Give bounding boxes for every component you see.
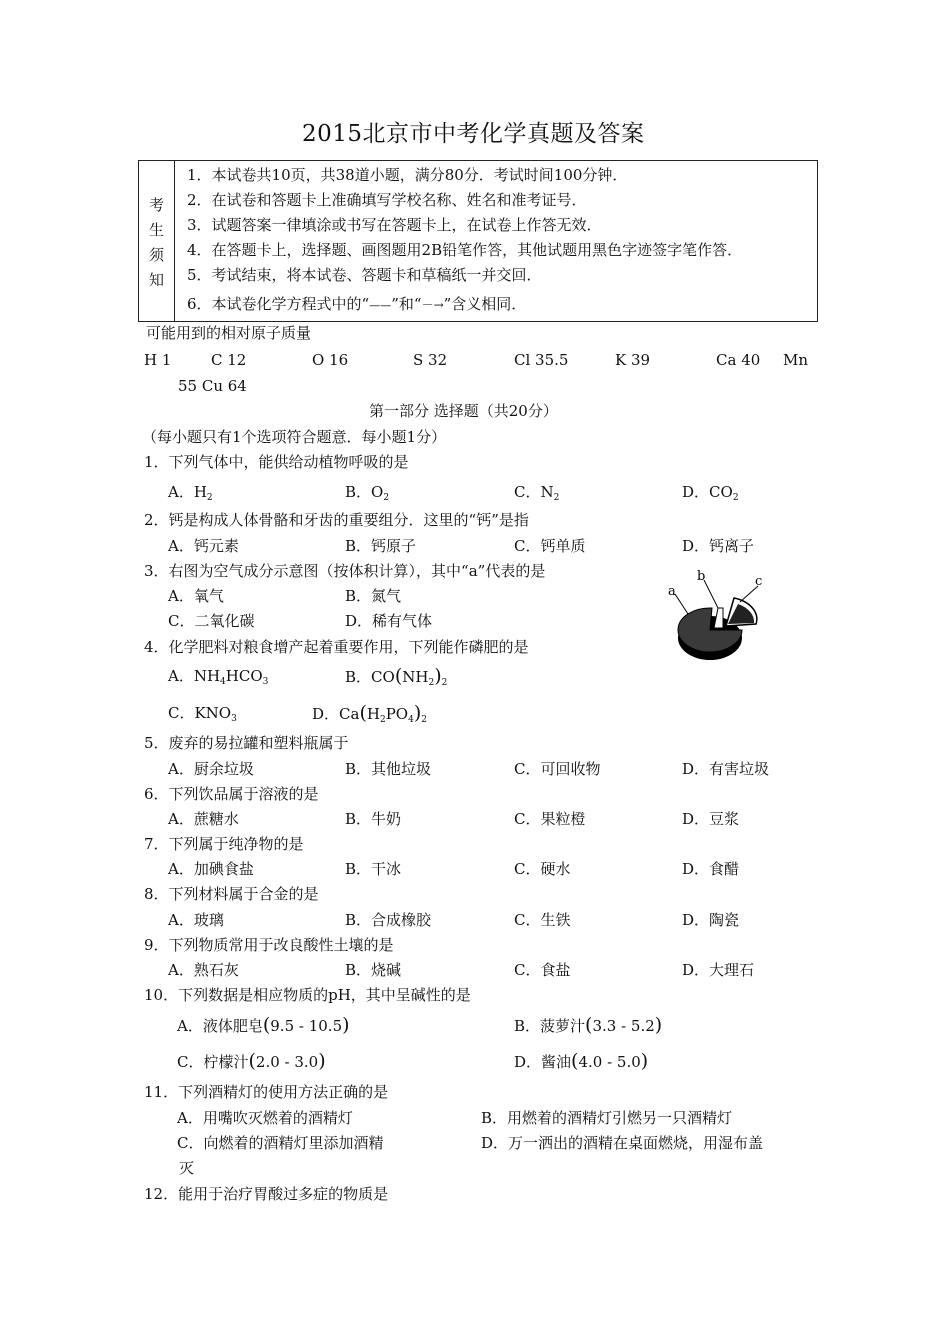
notice-item-2: 2．在试卷和答题卡上准确填写学校名称、姓名和准考证号． (187, 191, 587, 209)
q10-c-value: 2.0 - 3.0 (255, 1053, 319, 1071)
q10-c-label: C．柠檬汁 (177, 1053, 249, 1071)
q8-option-b: B．合成橡胶 (345, 911, 432, 929)
q10-a-paren: ) (342, 1014, 350, 1036)
notice-arrow-symbol: －→ (421, 298, 444, 312)
q9-option-a: A．熟石灰 (168, 961, 239, 979)
q8-option-c: C．生铁 (514, 911, 571, 929)
q2-option-a: A．钙元素 (168, 537, 239, 555)
q4-option-d (312, 704, 427, 725)
q7-option-b: B．干冰 (345, 860, 402, 878)
q4-a-sub: 4 (220, 677, 226, 687)
atomic-mass-line2: 55 Cu 64 (178, 377, 247, 395)
q10-c-paren: ( (248, 1050, 256, 1072)
q5-option-b: B．其他垃圾 (345, 760, 432, 778)
q4-option-a (168, 669, 268, 687)
q12-stem: 12．能用于治疗胃酸过多症的物质是 (144, 1185, 389, 1203)
q5-option-c: C．可回收物 (514, 760, 601, 778)
notice-item-4: 4．在答题卡上，选择题、画图题用2B铅笔作答，其他试题用黑色字迹签字笔作答． (187, 241, 743, 259)
q10-b-paren: ( (585, 1014, 593, 1036)
q3-option-d: D．稀有气体 (345, 612, 433, 630)
notice-label-char: 知 (149, 271, 165, 289)
q8-stem: 8．下列材料属于合金的是 (144, 885, 319, 903)
notice-item-6-part2: ”和“ (391, 295, 422, 313)
notice-item-1: 1．本试卷共10页，共38道小题，满分80分．考试时间100分钟． (187, 166, 628, 184)
q6-option-a: A．蔗糖水 (168, 810, 239, 828)
q4-option-c (168, 706, 237, 724)
q7-option-d: D．食醋 (682, 860, 740, 878)
pie-label-c: c (755, 574, 763, 589)
q4-d-paren: ( (359, 702, 367, 724)
q1-option-c-text: C．N (514, 483, 554, 501)
q4-b-paren: ) (434, 665, 442, 687)
q4-d-sub: 2 (421, 715, 427, 725)
q8-option-d: D．陶瓷 (682, 911, 740, 929)
notice-label-char: 考 (149, 196, 165, 214)
q1-option-a (168, 485, 213, 503)
q11-stem: 11．下列酒精灯的使用方法正确的是 (144, 1083, 389, 1101)
q9-option-b: B．烧碱 (345, 961, 402, 979)
q5-option-a: A．厨余垃圾 (168, 760, 254, 778)
page-title: 2015北京市中考化学真题及答案 (302, 121, 645, 147)
q4-b-sub: 2 (428, 678, 435, 688)
section-title: 第一部分 选择题（共20分） (369, 402, 558, 420)
q10-d-label: D．酱油 (514, 1053, 572, 1071)
atomic-mass-ca: Ca 40 (716, 351, 761, 369)
q2-stem: 2．钙是构成人体骨骼和牙齿的重要组分．这里的“钙”是指 (144, 511, 529, 529)
q9-option-d: D．大理石 (682, 961, 755, 979)
atomic-mass-s: S 32 (413, 351, 448, 369)
notice-item-6-part3: ”含义相同． (443, 295, 527, 313)
section-note: （每小题只有1个选项符合题意．每小题1分） (142, 428, 447, 446)
q10-a-value: 9.5 - 10.5 (270, 1017, 343, 1035)
atomic-mass-mn: Mn (783, 351, 809, 369)
q4-c-sub: 3 (231, 714, 237, 724)
pie-leader-a (675, 594, 688, 614)
notice-label-char: 生 (149, 221, 165, 239)
q1-option-a-text: A．H (168, 483, 207, 501)
q10-c-paren: ) (318, 1050, 326, 1072)
q10-b-label: B．菠萝汁 (514, 1017, 586, 1035)
q4-stem: 4．化学肥料对粮食增产起着重要作用，下列能作磷肥的是 (144, 638, 529, 656)
q10-option-b (514, 1016, 662, 1035)
notice-item-6 (187, 293, 526, 314)
q10-option-d (514, 1052, 648, 1071)
q11-option-a: A．用嘴吹灭燃着的酒精灯 (177, 1109, 353, 1127)
q11-option-b: B．用燃着的酒精灯引燃另一只酒精灯 (481, 1109, 733, 1127)
atomic-mass-k: K 39 (615, 351, 651, 369)
q3-option-b: B．氮气 (345, 587, 402, 605)
q10-d-paren: ) (640, 1050, 649, 1072)
q4-a-part: A．NH (168, 667, 221, 685)
q3-option-c: C．二氧化碳 (168, 612, 255, 630)
q5-option-d: D．有害垃圾 (682, 760, 770, 778)
notice-label-char: 须 (149, 246, 165, 264)
notice-item-3: 3．试题答案一律填涂或书写在答题卡上，在试卷上作答无效． (187, 216, 602, 234)
q4-b-paren: ( (394, 665, 403, 687)
q1-option-b-subscript: 2 (383, 493, 390, 503)
q4-d-paren: ) (413, 702, 422, 724)
q8-option-a: A．玻璃 (168, 911, 224, 929)
q4-d-part: PO (385, 705, 409, 723)
q10-option-c (177, 1052, 326, 1071)
q3-option-a: A．氧气 (168, 587, 224, 605)
q10-b-value: 3.3 - 5.2 (592, 1017, 655, 1035)
q5-stem: 5．废弃的易拉罐和塑料瓶属于 (144, 734, 349, 752)
exam-notice-box (138, 160, 818, 322)
q4-d-part: H (366, 705, 380, 723)
q4-b-part: NH (402, 668, 429, 686)
notice-item-6-part1: 6．本试卷化学方程式中的“ (187, 295, 370, 313)
q10-stem: 10．下列数据是相应物质的pH，其中呈碱性的是 (144, 986, 471, 1004)
q11-option-c: C．向燃着的酒精灯里添加酒精 (177, 1134, 384, 1152)
q9-stem: 9．下列物质常用于改良酸性土壤的是 (144, 936, 394, 954)
q7-option-a: A．加碘食盐 (168, 860, 254, 878)
q4-d-sub: 4 (408, 715, 414, 725)
q10-a-paren: ( (262, 1014, 271, 1036)
q10-option-a (177, 1016, 350, 1035)
q4-c-part: C．KNO (168, 704, 232, 722)
q4-a-part: HCO (225, 667, 263, 685)
q10-d-paren: ( (571, 1050, 579, 1072)
q10-d-value: 4.0 - 5.0 (578, 1053, 641, 1071)
q6-option-c: C．果粒橙 (514, 810, 586, 828)
notice-equals-symbol: —— (369, 299, 392, 312)
q2-option-c: C．钙单质 (514, 537, 586, 555)
atomic-mass-c: C 12 (211, 351, 247, 369)
pie-leader-b (704, 580, 718, 608)
q4-option-b (345, 667, 447, 688)
q1-option-b-text: B．O (345, 483, 384, 501)
q1-option-c-subscript: 2 (553, 493, 560, 503)
q11-option-d: D．万一洒出的酒精在桌面燃烧，用湿布盖 (481, 1134, 764, 1152)
q2-option-d: D．钙离子 (682, 537, 755, 555)
q6-option-d: D．豆浆 (682, 810, 740, 828)
pie-label-b: b (697, 569, 706, 584)
q6-option-b: B．牛奶 (345, 810, 402, 828)
q1-option-b (345, 485, 389, 503)
atomic-mass-heading: 可能用到的相对原子质量 (146, 324, 312, 342)
q9-option-c: C．食盐 (514, 961, 571, 979)
q3-stem: 3．右图为空气成分示意图（按体积计算），其中“a”代表的是 (144, 562, 546, 580)
q1-stem: 1．下列气体中，能供给动植物呼吸的是 (144, 453, 409, 471)
q4-d-part: D．Ca (312, 705, 360, 723)
atomic-mass-cl: Cl 35.5 (514, 351, 569, 369)
atomic-mass-h: H 1 (144, 351, 172, 369)
notice-item-5: 5．考试结束，将本试卷、答题卡和草稿纸一并交回． (187, 266, 542, 284)
q4-b-part: B．CO (345, 668, 395, 686)
q1-option-d-subscript: 2 (732, 493, 739, 503)
q11-option-d-continued: 灭 (179, 1159, 195, 1177)
notice-label-column (139, 161, 175, 321)
q10-b-paren: ) (654, 1014, 663, 1036)
q4-b-sub: 2 (441, 678, 448, 688)
pie-label-a: a (668, 584, 676, 599)
q1-option-d-text: D．CO (682, 483, 733, 501)
atomic-mass-o: O 16 (312, 351, 349, 369)
q7-option-c: C．硬水 (514, 860, 571, 878)
q4-a-sub: 3 (262, 677, 269, 687)
q10-a-label: A．液体肥皂 (177, 1017, 263, 1035)
air-composition-pie-diagram (668, 568, 768, 668)
q2-option-b: B．钙原子 (345, 537, 417, 555)
q1-option-c (514, 485, 559, 503)
q4-d-sub: 2 (379, 715, 386, 725)
q7-stem: 7．下列属于纯净物的是 (144, 835, 304, 853)
q6-stem: 6．下列饮品属于溶液的是 (144, 785, 319, 803)
q1-option-d (682, 485, 739, 503)
q1-option-a-subscript: 2 (206, 493, 213, 503)
